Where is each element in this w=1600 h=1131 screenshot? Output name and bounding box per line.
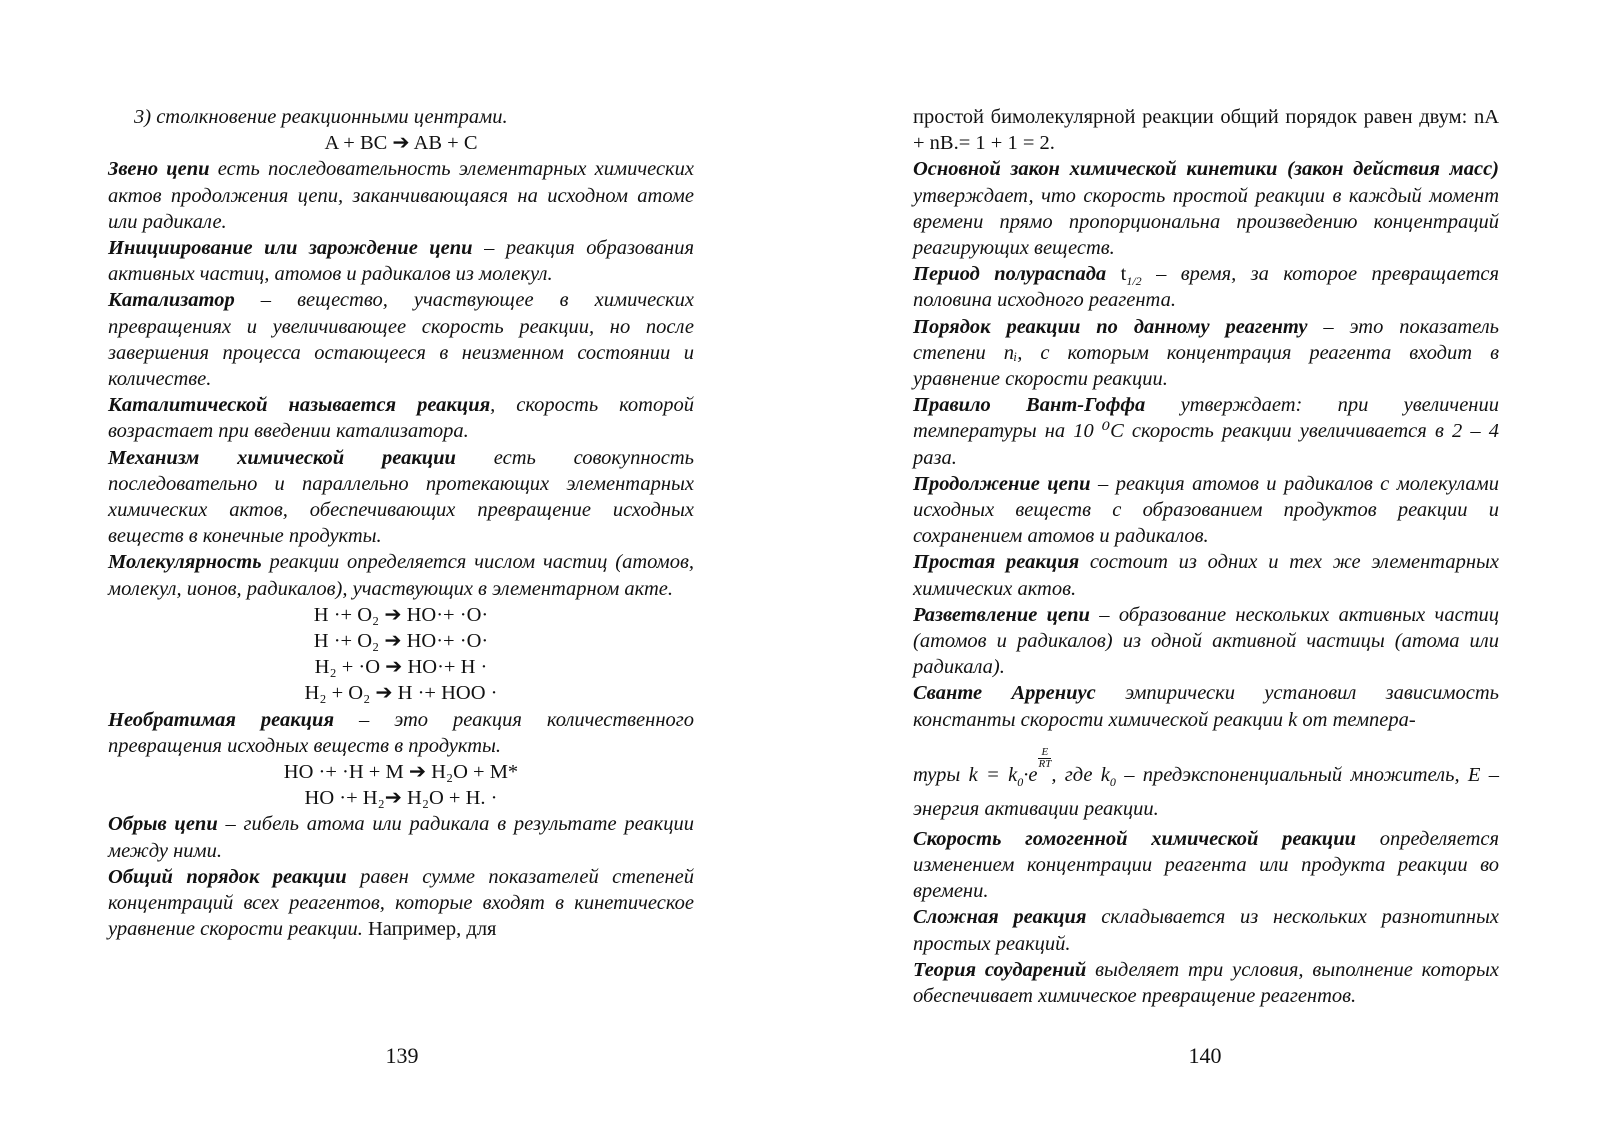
glossary-entry: Разветвление цепи – образование нескольких активных частиц (атомов и радикалов) из одной активной частицы (атома или радикала). [913,603,1499,679]
glossary-entry: Порядок реакции по данному реагенту – это показатель степени nᵢ, с которым концентрация реагента входит в уравнение скорости реакции. [913,315,1500,391]
equation-abc: A + BC ➔ AB + C [324,132,478,155]
arrhenius-formula: туры $k = k_0\cdot e$ $\frac{E}{RT}$ , где $k_0$ – предэкспоненциальный множитель, E – энергия активации реакции. [913,745,1499,820]
glossary-entry: Скорость гомогенной химической реакции определяется изменением концентрации реагента или продукта реакции во времени. [913,827,1499,903]
equation-line: HO ·+ ·H + M ➔ H₂O + M* [283,761,519,784]
glossary-entry: Сложная реакция складывается из нескольких разнотипных простых реакций. [913,906,1499,955]
left-text-column [108,104,694,943]
intro-line: 3) столкновение реакционными центрами. [134,106,508,128]
equation-line: H₂ + O₂ ➔ H ·+ HOO · [304,682,498,705]
equation-line: H₂ + ·O ➔ HO·+ H · [314,656,488,679]
equation-line: HO ·+ H₂➔ H₂O + H. · [304,787,498,810]
glossary-entry: Общий порядок реакции равен сумме показателей степеней концентраций всех реагентов, которые входят в кинетическое уравнение скорости реакции. Например, для [108,865,694,941]
equation-line: H ·+ O₂ ➔ HO·+ ·O· [313,603,489,626]
glossary-entry: Катализатор – вещество, участвующее в химических превращениях и увеличивающее скорость реакции, но после завершения процесса остающееся в неизменном состоянии и количестве. [108,289,694,391]
continuation-text: простой бимолекулярной реакции общий порядок равен двум: nA + nB.= 1 + 1 = 2. [913,106,1499,155]
glossary-entry: Каталитической называется реакция, скорость которой возрастает при введении катализатора. [108,394,694,443]
glossary-entry: Простая реакция состоит из одних и тех же элементарных химических актов. [913,551,1499,600]
page-number: 139 [385,1043,419,1068]
glossary-entry: Сванте Аррениус эмпирически установил зависимость константы скорости химической реакции k от темпера- [913,682,1499,731]
glossary-entry: Механизм химической реакции есть совокупность последовательно и параллельно протекающих элементарных химических актов, обеспечивающих превращение исходных веществ в конечные продукты. [108,446,694,548]
exponent-fraction: $\frac{E}{RT}$ [1038,745,1052,770]
glossary-entry: Период полураспада $t_{1/2}$ – время, за которое превращается половина исходного реагента. [913,263,1499,312]
glossary-entry: Инициирование или зарождение цепи – реакция образования активных частиц, атомов и радикалов из молекул. [108,237,694,286]
glossary-entry: Обрыв цепи – гибель атома или радикала в результате реакции между ними. [108,813,694,862]
glossary-entry: Молекулярность реакции определяется числом частиц (атомов, молекул, ионов, радикалов), участвующих в элементарном акте. [108,551,694,600]
page-number: 140 [1188,1043,1222,1068]
glossary-entry: Необратимая реакция – это реакция количественного превращения исходных веществ в продукты. [108,708,694,757]
glossary-entry: Продолжение цепи – реакция атомов и радикалов с молекулами исходных веществ с образованием продуктов реакции и сохранением атомов и радикалов. [913,472,1499,548]
right-page [800,0,1600,1131]
glossary-entry: Звено цепи есть последовательность элементарных химических актов продолжения цепи, заканчивающаяся на исходном атоме или радикале. [108,158,694,233]
glossary-entry: Правило Вант-Гоффа утверждает: при увеличении температуры на 10 ⁰С скорость реакции увеличивается в 2 – 4 раза. [913,394,1499,469]
right-text-column [913,104,1499,1009]
equation-line: H ·+ O₂ ➔ HO·+ ·O· [313,630,489,653]
glossary-entry: Основной закон химической кинетики (закон действия масс) утверждает, что скорость простой реакции в каждый момент времени прямо пропорциональна произведению концентраций реагирующих веществ. [913,158,1499,260]
glossary-entry: Теория соударений выделяет три условия, выполнение которых обеспечивает химическое превращение реагентов. [913,958,1499,1008]
